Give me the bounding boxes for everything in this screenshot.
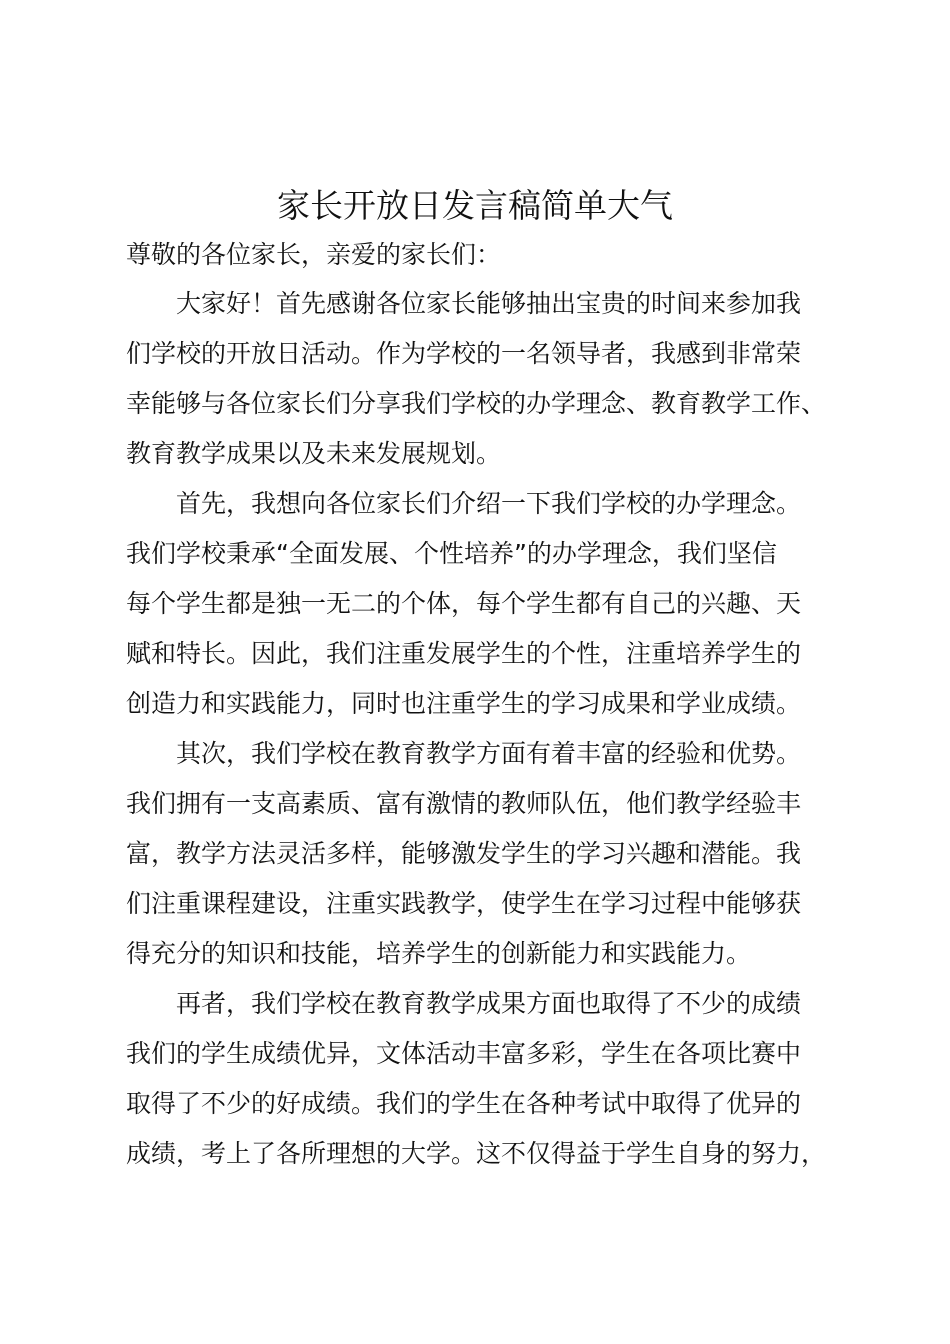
text-line: 我们的学生成绩优异，文体活动丰富多彩，学生在各项比赛中 xyxy=(126,1039,802,1068)
text-line: 得充分的知识和技能，培养学生的创新能力和实践能力。 xyxy=(126,939,752,968)
text-line: 赋和特长。因此，我们注重发展学生的个性，注重培养学生的 xyxy=(126,639,802,668)
text-line: 每个学生都是独一无二的个体，每个学生都有自己的兴趣、天 xyxy=(126,589,802,618)
text-line: 首先，我想向各位家长们介绍一下我们学校的办学理念。 xyxy=(176,489,802,518)
text-line: 大家好！首先感谢各位家长能够抽出宝贵的时间来参加我 xyxy=(176,289,802,318)
text-line: 我们拥有一支高素质、富有激情的教师队伍，他们教学经验丰 xyxy=(126,789,802,818)
text-line: 其次，我们学校在教育教学方面有着丰富的经验和优势。 xyxy=(176,739,802,768)
greeting-line: 尊敬的各位家长，亲爱的家长们： xyxy=(126,240,502,269)
text-line: 教育教学成果以及未来发展规划。 xyxy=(126,439,502,468)
text-line: 们学校的开放日活动。作为学校的一名领导者，我感到非常荣 xyxy=(126,339,802,368)
text-line: 幸能够与各位家长们分享我们学校的办学理念、教育教学工作、 xyxy=(126,389,827,418)
text-line: 创造力和实践能力，同时也注重学生的学习成果和学业成绩。 xyxy=(126,689,802,718)
text-line: 再者，我们学校在教育教学成果方面也取得了不少的成绩 xyxy=(176,989,802,1018)
document-title: 家长开放日发言稿简单大气 xyxy=(277,186,673,225)
text-line: 我们学校秉承“全面发展、个性培养”的办学理念，我们坚信 xyxy=(126,539,777,568)
text-line: 取得了不少的好成绩。我们的学生在各种考试中取得了优异的 xyxy=(126,1089,802,1118)
text-line: 成绩，考上了各所理想的大学。这不仅得益于学生自身的努力， xyxy=(126,1139,827,1168)
text-line: 富，教学方法灵活多样，能够激发学生的学习兴趣和潜能。我 xyxy=(126,839,802,868)
text-line: 们注重课程建设，注重实践教学，使学生在学习过程中能够获 xyxy=(126,889,802,918)
